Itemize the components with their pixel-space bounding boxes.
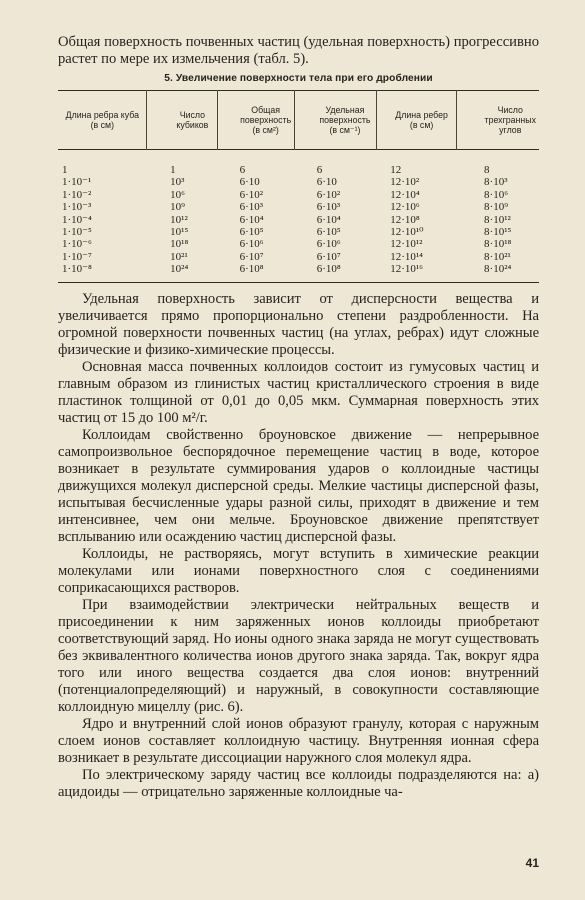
header-specific-surface: Удельная поверхность (в см⁻¹): [295, 91, 377, 150]
cell-trihedral-angles: 8·10⁹: [484, 201, 509, 214]
cell-trihedral-angles: 8·10³: [484, 176, 508, 189]
cell-total-surface: 6·10⁴: [239, 213, 264, 226]
cell-edge-length: 1·10⁻⁶: [62, 238, 92, 251]
cell-total-surface: 6·10⁸: [239, 263, 264, 276]
cell-total-surface: 6: [239, 164, 246, 176]
cell-total-surface: 6·10: [239, 176, 260, 189]
cell-edge-length: 1·10⁻³: [62, 201, 92, 214]
table-row: [58, 176, 539, 188]
table-row: [58, 150, 539, 177]
paragraph-charge: При взаимодействии электрически нейтральных веществ и присоединении к ним заряженных ионов коллоиды приобретают соответствующий заряд. Но ионы одного знака заряда не могут существовать без эквивалентного количества ионов другого знака заряда. Так, вокруг ядра того или иного вещества создается два слоя ионов: внутренний (потенциалопределяющий) и наружный, в совокупности составляющие коллоидную мицеллу (рис. 6).: [58, 596, 539, 715]
table-row: [58, 214, 539, 226]
table-row: [58, 238, 539, 250]
paragraph-colloid-composition: Основная масса почвенных коллоидов состоит из гумусовых частиц и главным образом из глинистых частиц кристаллического строения в виде пластинок толщиной от 0,01 до 0,05 мкм. Суммарная поверхность этих частиц от 15 до 100 м²/г.: [58, 358, 539, 426]
cell-trihedral-angles: 8·10²⁴: [484, 263, 512, 276]
header-edge-length: Длина ребра куба (в см): [65, 110, 139, 130]
cell-edges-length: 12·10⁴: [390, 188, 420, 201]
cell-cube-count: 10¹⁵: [170, 226, 189, 239]
cell-edges-length: 12·10¹²: [390, 238, 423, 251]
table-row: [58, 251, 539, 263]
page-number: 41: [525, 856, 539, 870]
cell-trihedral-angles: 8·10¹²: [484, 213, 511, 226]
table-body: [58, 150, 539, 283]
table-row: [58, 189, 539, 201]
cell-specific-surface: 6·10⁷: [316, 250, 341, 263]
cell-trihedral-angles: 8·10¹⁸: [484, 238, 512, 251]
table-row: [58, 226, 539, 238]
cell-edge-length: 1·10⁻⁴: [62, 213, 92, 226]
cell-cube-count: 10¹²: [170, 213, 188, 226]
cell-trihedral-angles: 8·10⁶: [484, 188, 509, 201]
cell-specific-surface: 6·10⁶: [316, 238, 341, 251]
header-edges-length: Длина ребер (в см): [376, 91, 456, 150]
cell-specific-surface: 6·10⁸: [316, 263, 341, 276]
cell-cube-count: 10³: [170, 176, 185, 189]
cell-total-surface: 6·10⁶: [239, 238, 264, 251]
cell-total-surface: 6·10²: [239, 188, 264, 201]
cell-edge-length: 1·10⁻⁸: [62, 263, 92, 276]
cell-cube-count: 10²¹: [170, 250, 188, 263]
cell-edge-length: 1·10⁻⁵: [62, 226, 92, 239]
cell-trihedral-angles: 8·10²¹: [484, 250, 511, 263]
body-text: [58, 291, 539, 801]
cell-total-surface: 6·10⁷: [239, 250, 264, 263]
cell-edges-length: 12·10¹⁴: [390, 250, 423, 263]
cell-specific-surface: 6·10: [316, 176, 337, 189]
cell-specific-surface: 6·10³: [316, 201, 341, 214]
cell-edges-length: 12·10¹⁰: [390, 226, 424, 239]
cell-edges-length: 12: [390, 164, 402, 176]
cell-trihedral-angles: 8: [484, 164, 490, 176]
cell-cube-count: 10⁹: [170, 201, 185, 214]
paragraph-specific-surface: Удельная поверхность зависит от дисперсности вещества и увеличивается прямо пропорционально степени раздробленности. На огромной поверхности почвенных частиц (на углах, ребрах) идут сложные физические и физико-химические процессы.: [58, 290, 539, 358]
table-caption: 5. Увеличение поверхности тела при его дроблении: [164, 73, 433, 84]
cell-cube-count: 1: [170, 164, 176, 176]
paragraph-granule: Ядро и внутренний слой ионов образуют гранулу, которая с наружным слоем ионов составляет коллоидную частицу. Внутренняя ионная сфера возникает в результате диссоциации наружного слоя молекул ядра.: [58, 715, 539, 766]
cell-specific-surface: 6: [316, 164, 323, 176]
table-header-row: [58, 91, 539, 150]
header-trihedral-angles: Число трехгранных углов: [456, 91, 539, 150]
cell-specific-surface: 6·10⁴: [316, 213, 341, 226]
intro-paragraph: Общая поверхность почвенных частиц (удельная поверхность) прогрессивно растет по мере их измельчения (табл. 5).: [58, 34, 539, 67]
cell-total-surface: 6·10³: [239, 201, 264, 214]
cell-edges-length: 12·10²: [390, 176, 420, 189]
cell-trihedral-angles: 8·10¹⁵: [484, 226, 512, 239]
cell-edges-length: 12·10⁸: [390, 213, 420, 226]
cell-cube-count: 10²⁴: [170, 263, 189, 276]
cell-edge-length: 1·10⁻²: [62, 188, 92, 201]
paragraph-reactions: Коллоиды, не растворяясь, могут вступить в химические реакции молекулами или ионами поверхностного слоя с соединениями соприкасающихся растворов.: [58, 545, 539, 596]
cell-specific-surface: 6·10²: [316, 188, 341, 201]
cell-edges-length: 12·10¹⁶: [390, 263, 423, 276]
cell-total-surface: 6·10⁵: [239, 226, 264, 239]
header-cube-count: Число кубиков: [146, 91, 217, 150]
table-row: [58, 263, 539, 282]
cell-edge-length: 1: [62, 164, 68, 176]
paragraph-brownian-motion: Коллоидам свойственно броуновское движение — непрерывное самопроизвольное беспорядочное перемещение частиц в воде, которое возникает в результате суммирования ударов о коллоидные частицы движущихся молекул дисперсной среды. Мелкие частицы дисперсной фазы, испытывая бесчисленные удары разной силы, приходят в движение и тем интенсивнее, чем они мельче. Броуновское движение препятствует всплыванию или осаждению частиц дисперсной фазы.: [58, 426, 539, 545]
table-row: [58, 201, 539, 213]
header-total-surface: Общая поверхность (в см²): [218, 91, 295, 150]
cell-specific-surface: 6·10⁵: [316, 226, 341, 239]
cell-edge-length: 1·10⁻⁷: [62, 250, 92, 263]
cell-cube-count: 10⁶: [170, 188, 185, 201]
paragraph-classification: По электрическому заряду частиц все коллоиды подразделяются на: а) ацидоиды — отрицательно заряженные коллоидные ча-: [58, 766, 539, 800]
surface-table: [58, 90, 539, 283]
cell-edges-length: 12·10⁶: [390, 201, 420, 214]
cell-edge-length: 1·10⁻¹: [62, 176, 92, 189]
cell-cube-count: 10¹⁸: [170, 238, 189, 251]
